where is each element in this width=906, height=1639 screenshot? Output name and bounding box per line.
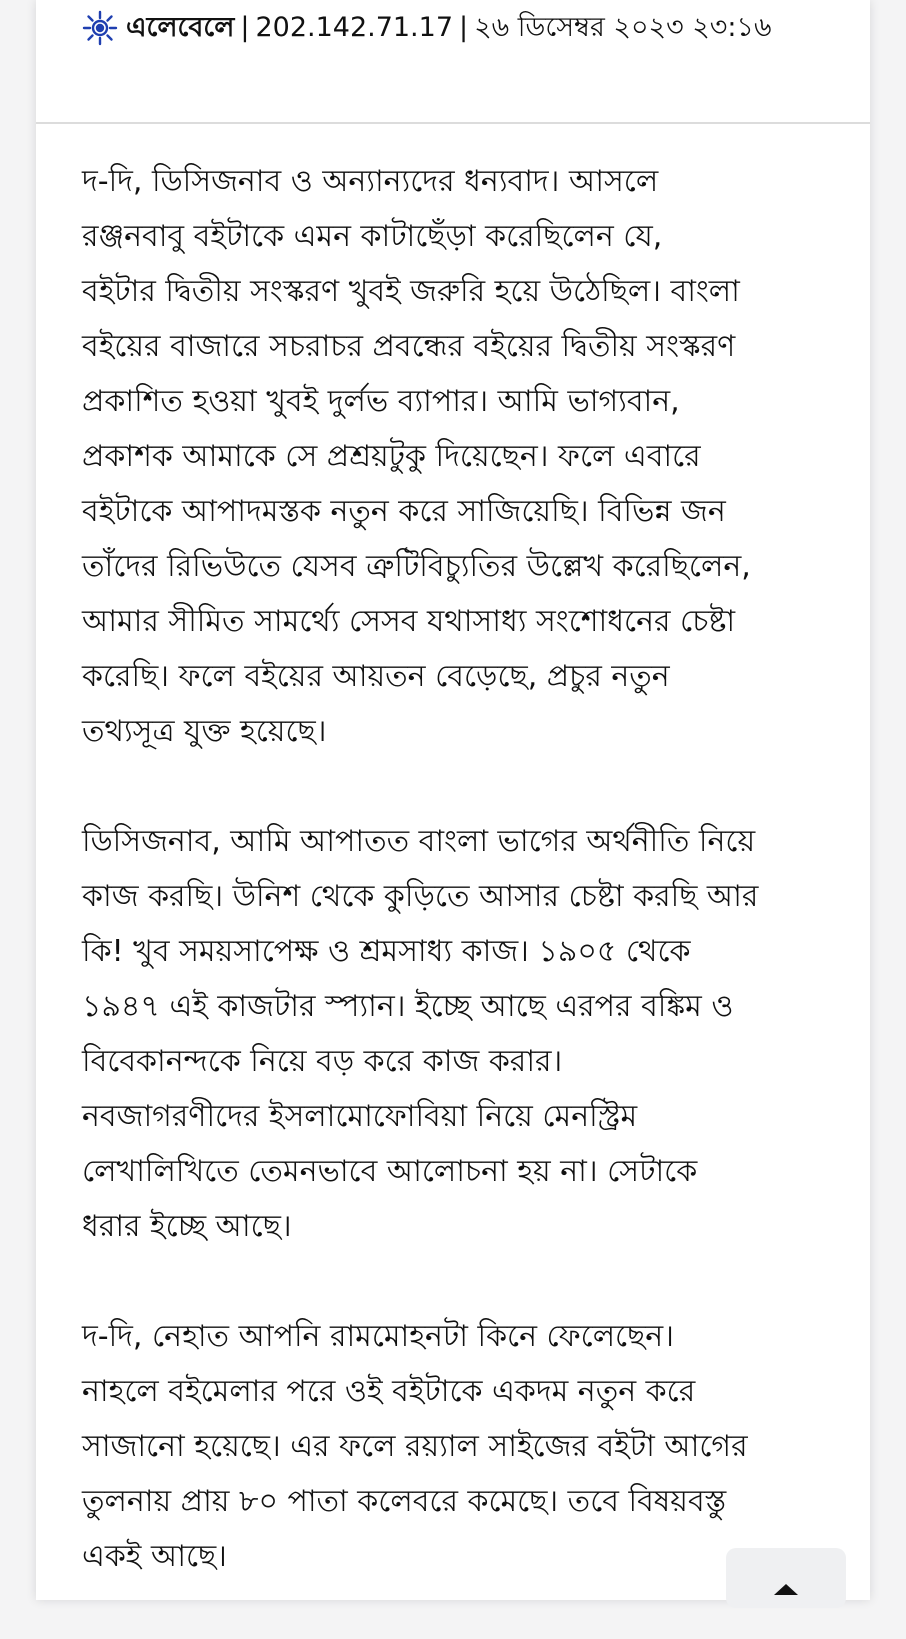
comment-timestamp: ২৬ ডিসেম্বর ২০২৩ ২৩:১৬ bbox=[474, 12, 772, 43]
comment-meta bbox=[82, 8, 772, 48]
sun-icon bbox=[82, 10, 118, 46]
comment-card bbox=[36, 0, 870, 1600]
comment-paragraph: দ-দি, নেহাত আপনি রামমোহনটা কিনে ফেলেছেন। নাহলে বইমেলার পরে ওই বইটাকে একদম নতুন করে সাজানো হয়েছে। এর ফলে রয়্যাল সাইজের বইটা আগের তুলনায় প্রায় ৮০ পাতা কলেবরে কমেছে। তবে বিষয়বস্তু একই আছে। bbox=[82, 1319, 748, 1574]
comment-paragraph: ডিসিজনাব, আমি আপাতত বাংলা ভাগের অর্থনীতি নিয়ে কাজ করছি। উনিশ থেকে কুড়িতে আসার চেষ্টা করছি আর কি! খুব সময়সাপেক্ষ ও শ্রমসাধ্য কাজ। ১৯০৫ থেকে ১৯৪৭ এই কাজটার স্প্যান। ইচ্ছে আছে এরপর বঙ্কিম ও বিবেকানন্দকে নিয়ে বড় করে কাজ করার। নবজাগরণীদের ইসলামোফোবিয়া নিয়ে মেনস্ট্রিম লেখালিখিতে তেমনভাবে আলোচনা হয় না। সেটাকে ধরার ইচ্ছে আছে। bbox=[82, 824, 759, 1244]
comment-body bbox=[82, 154, 854, 1639]
scroll-to-top-button[interactable] bbox=[726, 1548, 846, 1608]
comment-ip: 202.142.71.17 bbox=[255, 12, 453, 43]
meta-separator: | bbox=[240, 12, 250, 43]
meta-separator: | bbox=[459, 12, 469, 43]
comment-meta-bar bbox=[36, 0, 870, 124]
comment-author-link[interactable]: এলেবেলে bbox=[126, 12, 235, 43]
comment-paragraph: দ-দি, ডিসিজনাব ও অন্যান্যদের ধন্যবাদ। আসলে রঞ্জনবাবু বইটাকে এমন কাটাছেঁড়া করেছিলেন যে, বইটার দ্বিতীয় সংস্করণ খুবই জরুরি হয়ে উঠেছিল। বাংলা বইয়ের বাজারে সচরাচর প্রবন্ধের বইয়ের দ্বিতীয় সংস্করণ প্রকাশিত হওয়া খুবই দুর্লভ ব্যাপার। আমি ভাগ্যবান, প্রকাশক আমাকে সে প্রশ্রয়টুকু দিয়েছেন। ফলে এবারে বইটাকে আপাদমস্তক নতুন করে সাজিয়েছি। বিভিন্ন জন তাঁদের রিভিউতে যেসব ত্রুটিবিচ্যুতির উল্লেখ করেছিলেন, আমার সীমিত সামর্থ্যে সেসব যথাসাধ্য সংশোধনের চেষ্টা করেছি। ফলে বইয়ের আয়তন বেড়েছে, প্রচুর নতুন তথ্যসূত্র যুক্ত হয়েছে। bbox=[82, 164, 751, 749]
chevron-up-icon bbox=[774, 1584, 798, 1595]
